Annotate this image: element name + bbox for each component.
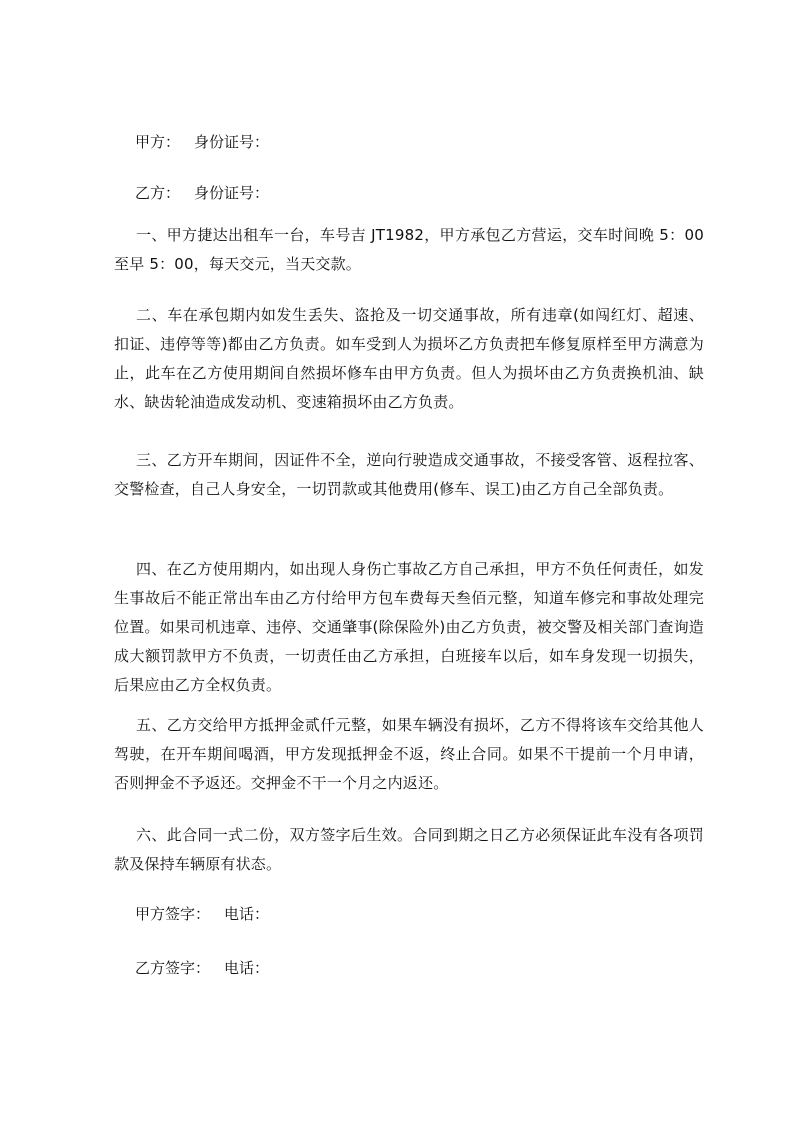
clause-2: 二、车在承包期内如发生丢失、盗抢及一切交通事故，所有违章(如闯红灯、超速、扣证、违停等等)都由乙方负责。如车受到人为损坏乙方负责把车修复原样至甲方满意为止，此车在乙方使用期间自然损坏修车由甲方负责。但人为损坏由乙方负责换机油、缺水、缺齿轮油造成发动机、变速箱损坏由乙方负责。 — [114, 306, 704, 411]
clause-5: 五、乙方交给甲方抵押金贰仟元整，如果车辆没有损坏，乙方不得将该车交给其他人驾驶，在开车期间喝酒，甲方发现抵押金不返，终止合同。如果不干提前一个月申请，否则押金不予返还。交押金不干一个月之内返还。 — [114, 716, 704, 792]
party-a-sign-label: 甲方签字： — [135, 905, 211, 923]
party-a-line — [135, 130, 269, 154]
clause-4: 四、在乙方使用期内，如出现人身伤亡事故乙方自己承担，甲方不负任何责任，如发生事故后不能正常出车由乙方付给甲方包车费每天叁佰元整，知道车修完和事故处理完位置。如果司机违章、违停、交通肇事(除保险外)由乙方负责，被交警及相关部门查询造成大额罚款甲方不负责，一切责任由乙方承担，白班接车以后，如车身发现一切损失，后果应由乙方全权负责。 — [114, 560, 704, 694]
party-a-sign-line — [135, 902, 269, 926]
party-b-line — [135, 181, 269, 205]
party-a-id-label: 身份证号： — [194, 133, 270, 151]
clause-1: 一、甲方捷达出租车一台，车号吉 JT1982，甲方承包乙方营运，交车时间晚 5：00 至早 5：00，每天交元，当天交款。 — [114, 226, 704, 273]
party-b-phone-label: 电话： — [224, 959, 270, 977]
party-b-label: 乙方： — [135, 184, 181, 202]
party-b-id-label: 身份证号： — [194, 184, 270, 202]
party-b-sign-label: 乙方签字： — [135, 959, 211, 977]
clause-3: 三、乙方开车期间，因证件不全，逆向行驶造成交通事故，不接受客管、返程拉客、交警检查，自己人身安全，一切罚款或其他费用(修车、误工)由乙方自己全部负责。 — [114, 451, 704, 498]
party-a-label: 甲方： — [135, 133, 181, 151]
party-a-phone-label: 电话： — [224, 905, 270, 923]
clause-6: 六、此合同一式二份，双方签字后生效。合同到期之日乙方必须保证此车没有各项罚款及保持车辆原有状态。 — [114, 826, 704, 873]
party-b-sign-line — [135, 956, 269, 980]
